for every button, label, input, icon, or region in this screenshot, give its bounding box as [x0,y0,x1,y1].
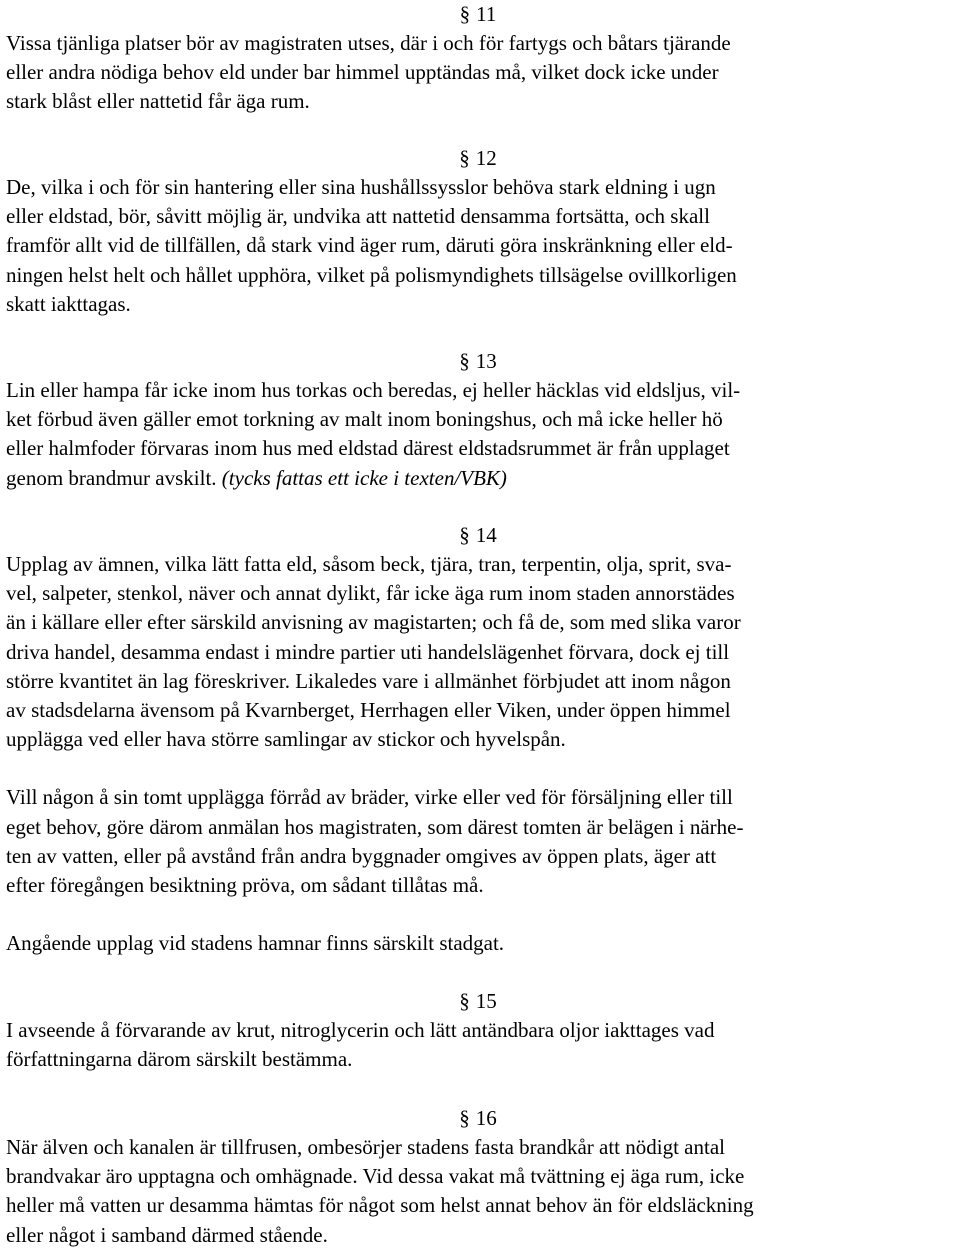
paragraph [6,376,950,493]
section-heading [6,1104,950,1133]
section-15 [6,987,950,1074]
section-number: 16 [475,1106,497,1130]
section-heading [6,987,950,1016]
section-14 [6,521,950,958]
section-symbol: § [459,146,470,170]
editor-note: (tycks fattas ett icke i texten/VBK) [221,465,507,490]
section-symbol: § [459,2,471,26]
section-symbol: § [459,523,470,547]
paragraph: Vissa tjänliga platser bör av magistraten utses, där i och för fartygs och båtars tjärande eller andra nödiga behov eld under bar himmel upptändas må, vilket dock icke under stark blåst eller nattetid får äga rum. [6,31,731,114]
section-heading [6,521,950,550]
paragraph: När älven och kanalen är tillfrusen, ombesörjer stadens fasta brandkår att nödigt antal brandvakar äro upptagna och omhägnade. Vid dessa vakat må tvättning ej äga rum, icke heller må vatten ur desamma hämtas för något som helst annat behov än för eldsläckning eller något i samband därmed stående. [6,1135,754,1247]
paragraph-text: Lin eller hampa får icke inom hus torkas och beredas, ej heller häcklas vid eldsljus, vil- ket förbud även gäller emot torkning av malt inom boningshus, och må icke heller hö eller halmfoder förvaras inom hus med eldstad därest eldstadsrummet är från upplaget genom brandmur avskilt. [6,378,741,490]
section-number: 11 [476,2,497,26]
paragraph: Upplag av ämnen, vilka lätt fatta eld, såsom beck, tjära, tran, terpentin, olja, sprit, sva- vel, salpeter, stenkol, näver och annat dylikt, får icke äga rum inom staden annorstädes än i källare eller efter särskild anvisning av magistarten; och få de, som med slika varor driva handel, desamma endast i mindre partier uti handelslägenhet förvara, dock ej till större kvantitet än lag föreskriver. Likaledes vare i allmänhet förbjudet att inom någon av stadsdelarna ävensom på Kvarnberget, Herrhagen eller Viken, under öppen himmel upplägga ved eller hava större samlingar av stickor och hyvelspån. [6,552,741,752]
section-symbol: § [459,1106,470,1130]
section-symbol: § [459,989,470,1013]
section-heading [6,347,950,376]
section-12 [6,144,950,319]
section-heading [6,144,950,173]
section-number: 12 [475,146,497,170]
section-11 [6,0,950,117]
paragraph: De, vilka i och för sin hantering eller sina hushållssysslor behöva stark eldning i ugn eller eldstad, bör, såvitt möjlig är, undvika att nattetid densamma fortsätta, och skall framför allt vid de tillfällen, då stark vind äger rum, däruti göra inskränkning eller eld- ningen helst helt och hållet upphöra, vilket på polismyndighets tillsägelse ovillkorligen skatt iakttagas. [6,175,737,316]
section-heading [6,0,950,29]
paragraph: I avseende å förvarande av krut, nitroglycerin och lätt antändbara oljor iakttages vad författningarna därom särskilt bestämma. [6,1018,715,1072]
section-16 [6,1104,950,1250]
paragraph: Angående upplag vid stadens hamnar finns särskilt stadgat. [6,931,505,956]
section-number: 13 [475,349,497,373]
section-13 [6,347,950,493]
section-symbol: § [459,349,470,373]
section-number: 15 [475,989,497,1013]
paragraph: Vill någon å sin tomt upplägga förråd av bräder, virke eller ved för försäljning eller till eget behov, göre därom anmälan hos magistraten, som därest tomten är belägen i närhe- ten av vatten, eller på avstånd från andra byggnader omgives av öppen plats, äger att efter föregången besiktning pröva, om sådant tillåtas må. [6,785,744,898]
section-number: 14 [475,523,497,547]
